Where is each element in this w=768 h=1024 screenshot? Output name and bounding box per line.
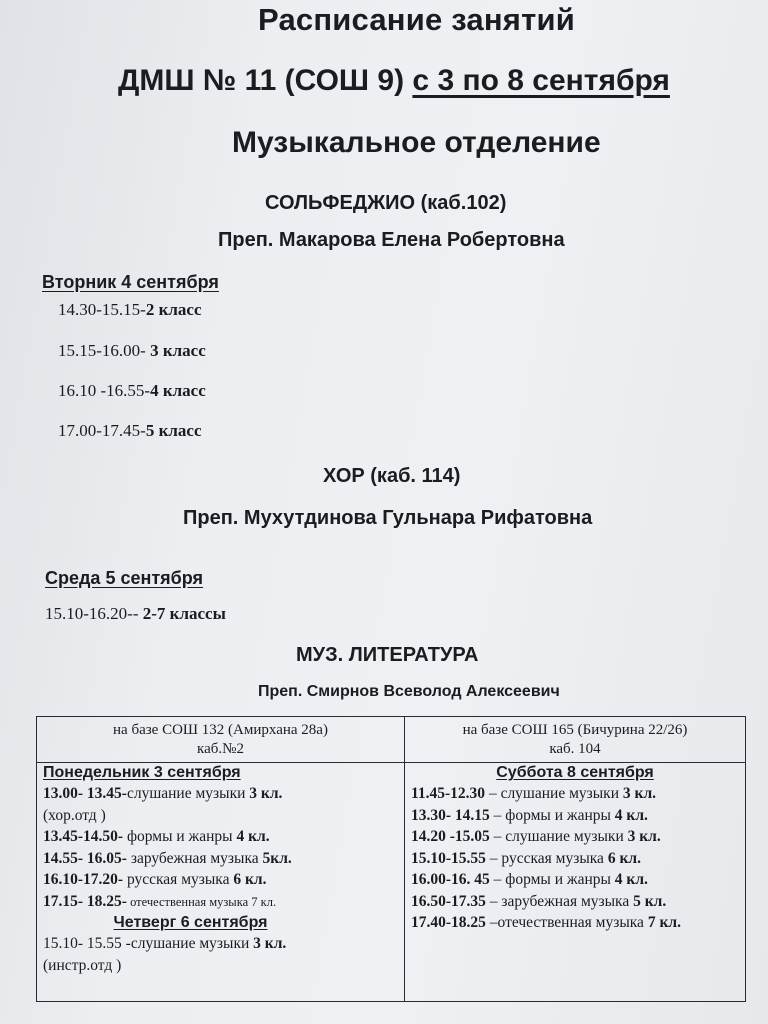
table-row: (инстр.отд ) — [43, 956, 122, 974]
list-item: 17.00-17.45-5 класс — [58, 421, 202, 440]
right-header-room: каб. 104 — [549, 741, 601, 757]
solfeggio-day: Вторник 4 сентября — [42, 272, 219, 292]
department-title: Музыкальное отделение — [232, 126, 601, 159]
table-row: 17.15- 18.25- отечественная музыка 7 кл. — [43, 892, 277, 910]
solfeggio-heading: СОЛЬФЕДЖИО (каб.102) — [265, 192, 507, 214]
literature-teacher: Преп. Смирнов Всеволод Алексеевич — [258, 683, 560, 700]
list-item: 15.15-16.00- 3 класс — [58, 341, 206, 360]
left-header-room: каб.№2 — [197, 741, 244, 757]
left-column-header — [37, 717, 405, 763]
school-name: ДМШ № 11 (СОШ 9) — [118, 64, 405, 97]
table-row: 15.10- 15.55 -слушание музыки 3 кл. — [43, 935, 287, 952]
choir-teacher: Преп. Мухутдинова Гульнара Рифатовна — [183, 507, 593, 529]
table-row: 14.20 -15.05 – слушание музыки 3 кл. — [411, 828, 661, 845]
table-row: (хор.отд ) — [43, 806, 106, 824]
date-range: с 3 по 8 сентября — [412, 64, 670, 97]
list-item: 14.30-15.15-2 класс — [58, 300, 202, 319]
table-row: 16.00-16. 45 – формы и жанры 4 кл. — [411, 871, 648, 888]
table-row: 16.50-17.35 – зарубежная музыка 5 кл. — [411, 892, 667, 910]
table-row: 15.10-15.55 – русская музыка 6 кл. — [411, 849, 641, 867]
thursday-day: Четверг 6 сентября — [113, 914, 268, 931]
page-title: Расписание занятий — [258, 2, 575, 37]
table-row: 14.55- 16.05- зарубежная музыка 5кл. — [43, 849, 292, 867]
saturday-day: Суббота 8 сентября — [496, 764, 654, 781]
page-subtitle — [118, 64, 670, 98]
list-item: 15.10-16.20-- 2-7 классы — [45, 604, 226, 623]
left-column-body — [37, 763, 405, 1002]
literature-table — [36, 716, 746, 1002]
table-row: 11.45-12.30 – слушание музыки 3 кл. — [411, 785, 657, 802]
table-row: 13.30- 14.15 – формы и жанры 4 кл. — [411, 806, 648, 824]
right-header-line: на базе СОШ 165 (Бичурина 22/26) — [462, 722, 688, 738]
literature-heading: МУЗ. ЛИТЕРАТУРА — [296, 644, 479, 666]
solfeggio-teacher: Преп. Макарова Елена Робертовна — [218, 229, 565, 251]
table-row: 13.45-14.50- формы и жанры 4 кл. — [43, 828, 270, 845]
right-column-body — [405, 763, 746, 1002]
choir-heading: ХОР (каб. 114) — [323, 465, 461, 487]
monday-day: Понедельник 3 сентября — [43, 764, 241, 781]
list-item: 16.10 -16.55-4 класс — [58, 381, 206, 400]
table-row: 17.40-18.25 –отечественная музыка 7 кл. — [411, 914, 681, 931]
right-column-header — [405, 717, 746, 763]
table-row: 13.00- 13.45-слушание музыки 3 кл. — [43, 785, 283, 802]
table-row: 16.10-17.20- русская музыка 6 кл. — [43, 871, 267, 888]
left-header-line: на базе СОШ 132 (Амирхана 28а) — [113, 722, 328, 738]
choir-day: Среда 5 сентября — [45, 568, 204, 588]
